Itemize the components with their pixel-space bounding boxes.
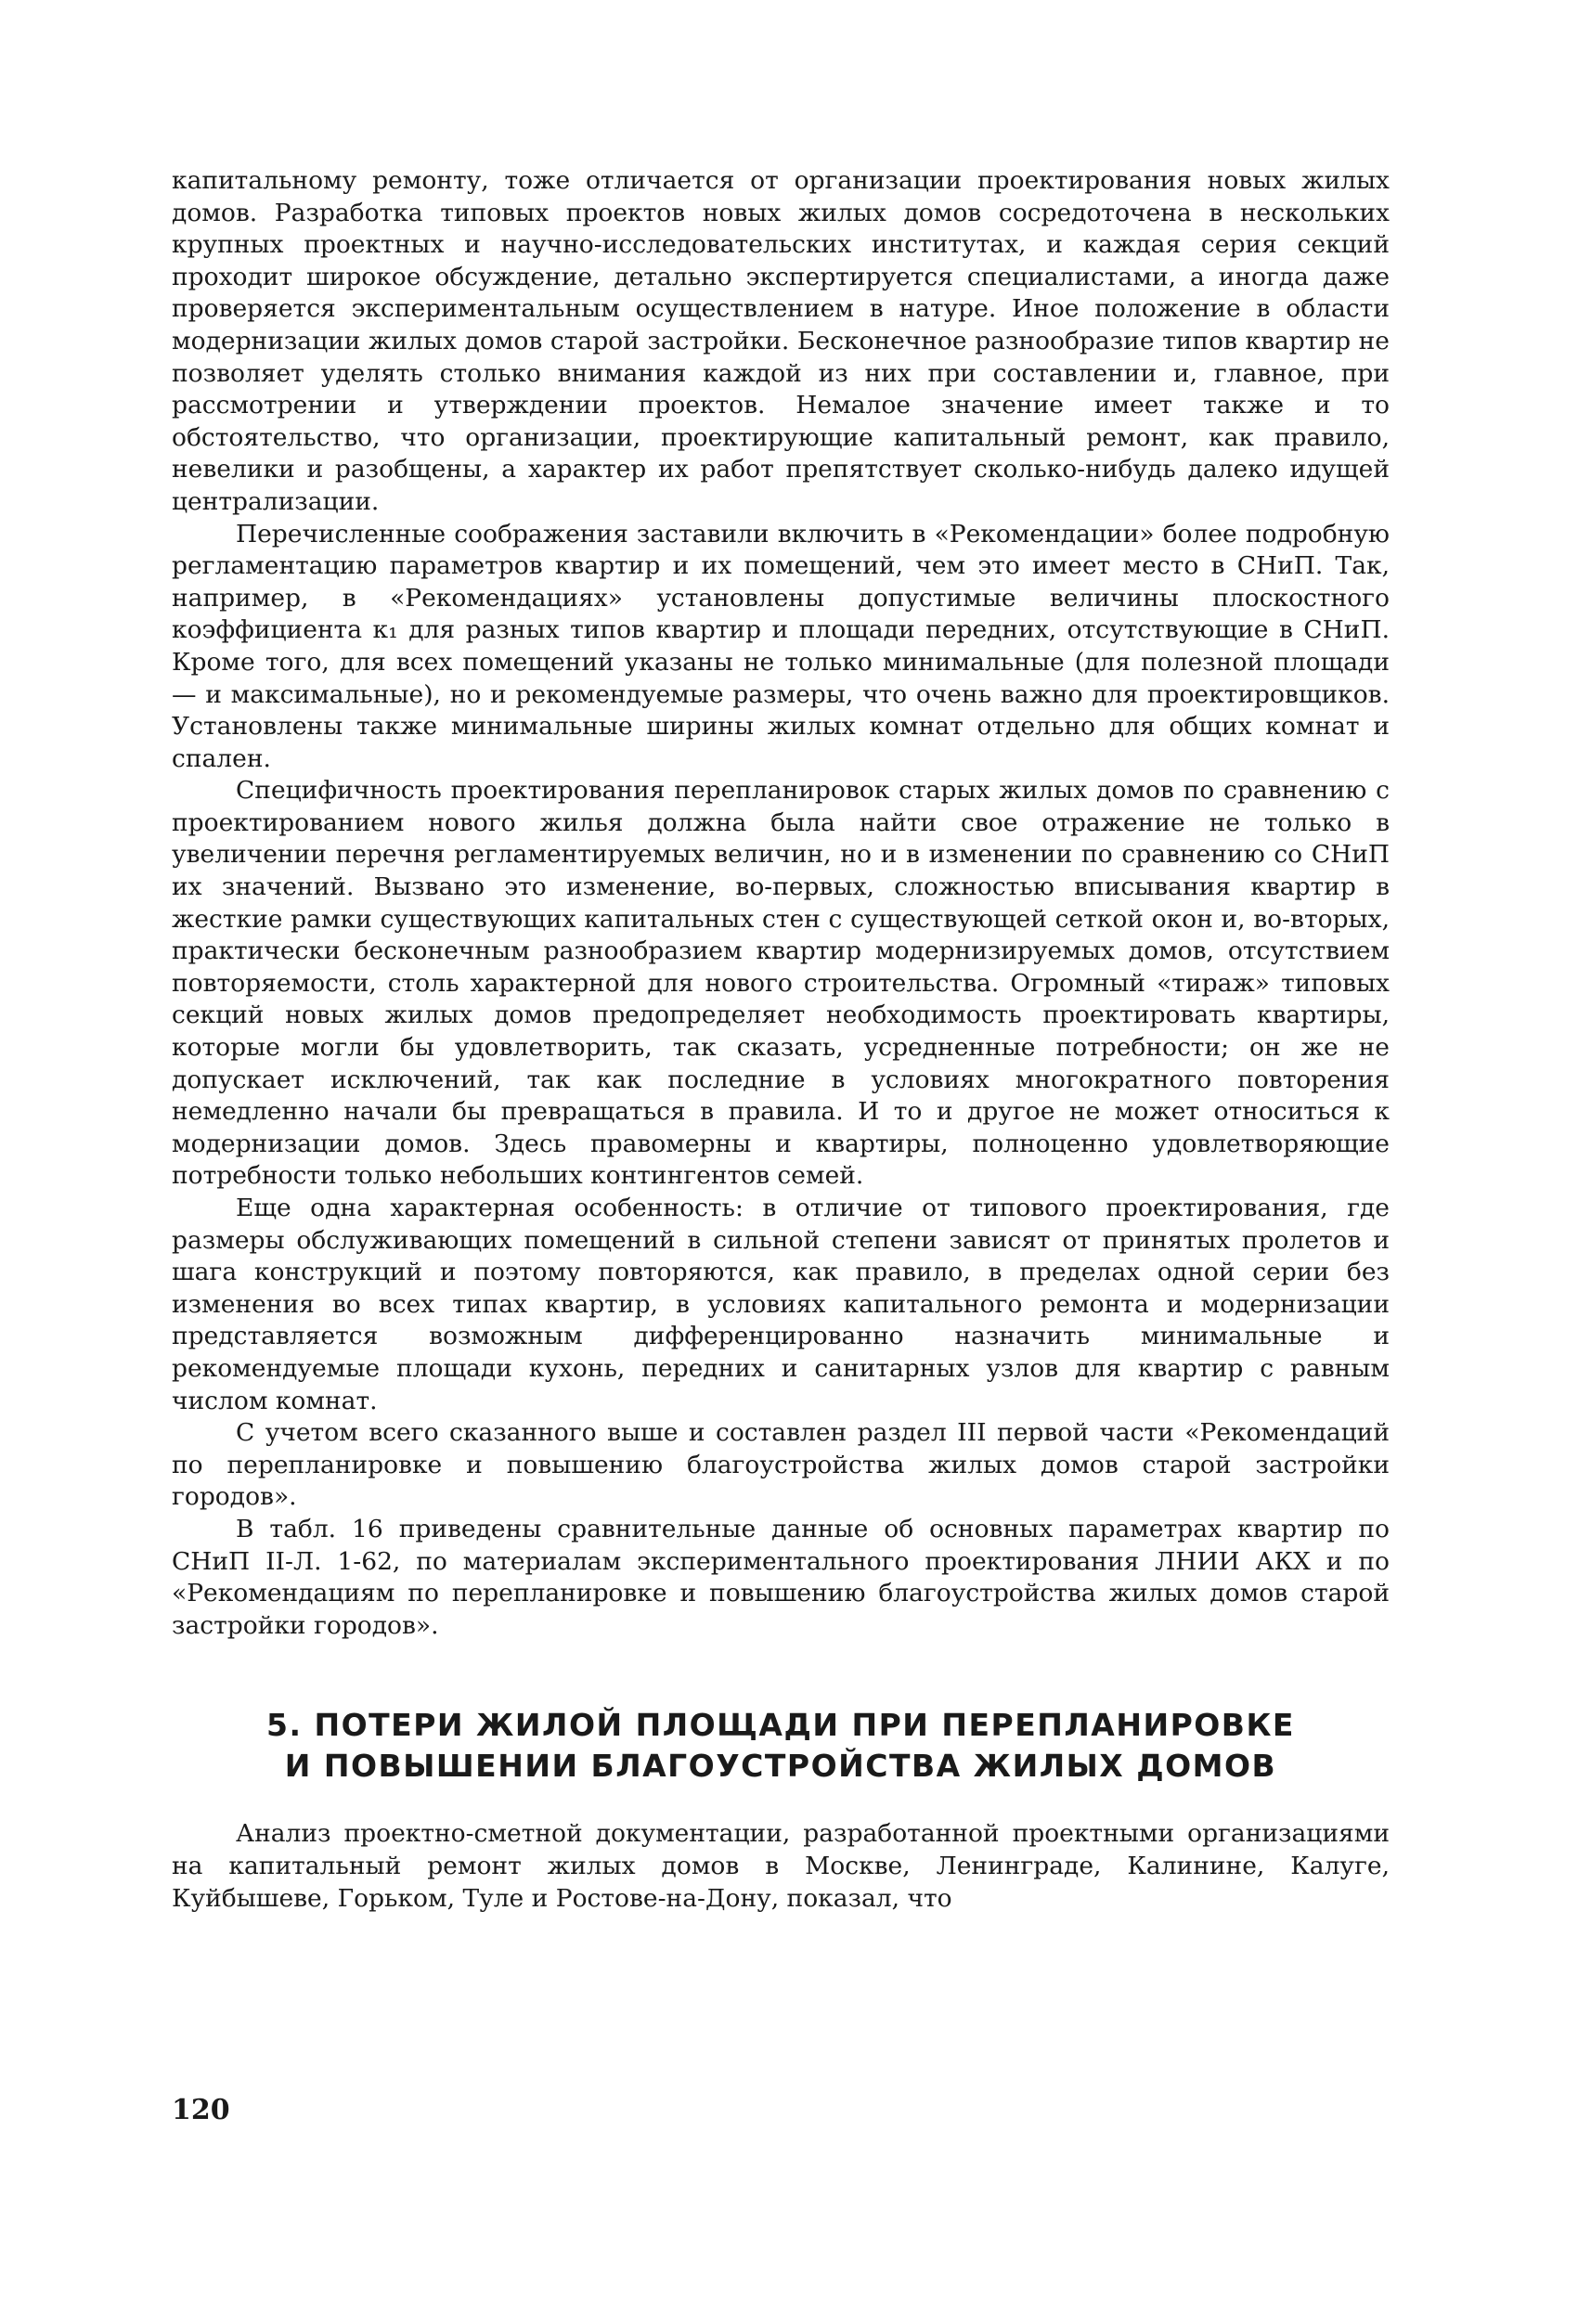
page-number: 120	[172, 2094, 230, 2126]
section-heading-line-2: И ПОВЫШЕНИИ БЛАГОУСТРОЙСТВА ЖИЛЫХ ДОМОВ	[284, 1748, 1277, 1785]
paragraph-continuation: капитальному ремонту, тоже отличается от организации проектирования новых жилых домов. Разработка типовых проектов новых жилых домов сосредоточена в нескольких крупных проектных и научно-исследовательских институтах, и каждая серия секций проходит широкое обсуждение, детально экспертируется специалистами, а иногда даже проверяется экспериментальным осуществлением в натуре. Иное положение в области модернизации жилых домов старой застройки. Бесконечное разнообразие типов квартир не позволяет уделять столько внимания каждой из них при составлении и, главное, при рассмотрении и утверждении проектов. Немалое значение имеет также и то обстоятельство, что организации, проектирующие капитальный ремонт, как правило, невелики и разобщены, а характер их работ препятствует сколько-нибудь далеко идущей централизации.	[172, 166, 1390, 516]
section-heading-line-1: 5. ПОТЕРИ ЖИЛОЙ ПЛОЩАДИ ПРИ ПЕРЕПЛАНИРОВКЕ	[266, 1707, 1295, 1744]
paragraph-section-reference: С учетом всего сказанного выше и составлен раздел III первой части «Рекомендаций по перепланировке и повышению благоустройства жилых домов старой застройки городов».	[172, 1418, 1390, 1512]
paragraph-table-reference: В табл. 16 приведены сравнительные данные об основных параметрах квартир по СНиП II-Л. 1-62, по материалам экспериментального проектирования ЛНИИ АКХ и по «Рекомендациям по перепланировке и повышению благоустройства жилых домов старой застройки городов».	[172, 1514, 1390, 1640]
page-body	[172, 165, 1390, 1915]
paragraph-feature: Еще одна характерная особенность: в отличие от типового проектирования, где размеры обслуживающих помещений в сильной степени зависят от принятых пролетов и шага конструкций и поэтому повторяются, как правило, в пределах одной серии без изменения во всех типах квартир, в условиях капитального ремонта и модернизации представляется возможным дифференцированно назначить минимальные и рекомендуемые площади кухонь, передних и санитарных узлов для квартир с равным числом комнат.	[172, 1194, 1390, 1415]
paragraph-analysis: Анализ проектно-сметной документации, разработанной проектными организациями на капитальный ремонт жилых домов в Москве, Ленинграде, Калинине, Калуге, Куйбышеве, Горьком, Туле и Ростове-на-Дону, показал, что	[172, 1819, 1390, 1913]
section-heading	[172, 1705, 1390, 1787]
paragraph-specificity: Специфичность проектирования перепланировок старых жилых домов по сравнению с проектированием нового жилья должна была найти свое отражение не только в увеличении перечня регламентируемых величин, но и в изменении по сравнению со СНиП их значений. Вызвано это изменение, во-первых, сложностью вписывания квартир в жесткие рамки существующих капитальных стен с существующей сеткой окон и, во-вторых, практически бесконечным разнообразием квартир модернизируемых домов, отсутствием повторяемости, столь характерной для нового строительства. Огромный «тираж» типовых секций новых жилых домов предопределяет необходимость проектировать квартиры, которые могли бы удовлетворить, так сказать, усредненные потребности; он же не допускает исключений, так как последние в условиях многократного повторения немедленно начали бы превращаться в правила. И то и другое не может относиться к модернизации домов. Здесь правомерны и квартиры, полноценно удовлетворяющие потребности только небольших контингентов семей.	[172, 776, 1390, 1191]
paragraph-recommendations: Перечисленные соображения заставили включить в «Рекомендации» более подробную регламентацию параметров квартир и их помещений, чем это имеет место в СНиП. Так, например, в «Рекомендациях» установлены допустимые величины плоскостного коэффициента к₁ для разных типов квартир и площади передних, отсутствующие в СНиП. Кроме того, для всех помещений указаны не только минимальные (для полезной площади — и максимальные), но и рекомендуемые размеры, что очень важно для проектировщиков. Установлены также минимальные ширины жилых комнат отдельно для общих комнат и спален.	[172, 519, 1390, 773]
